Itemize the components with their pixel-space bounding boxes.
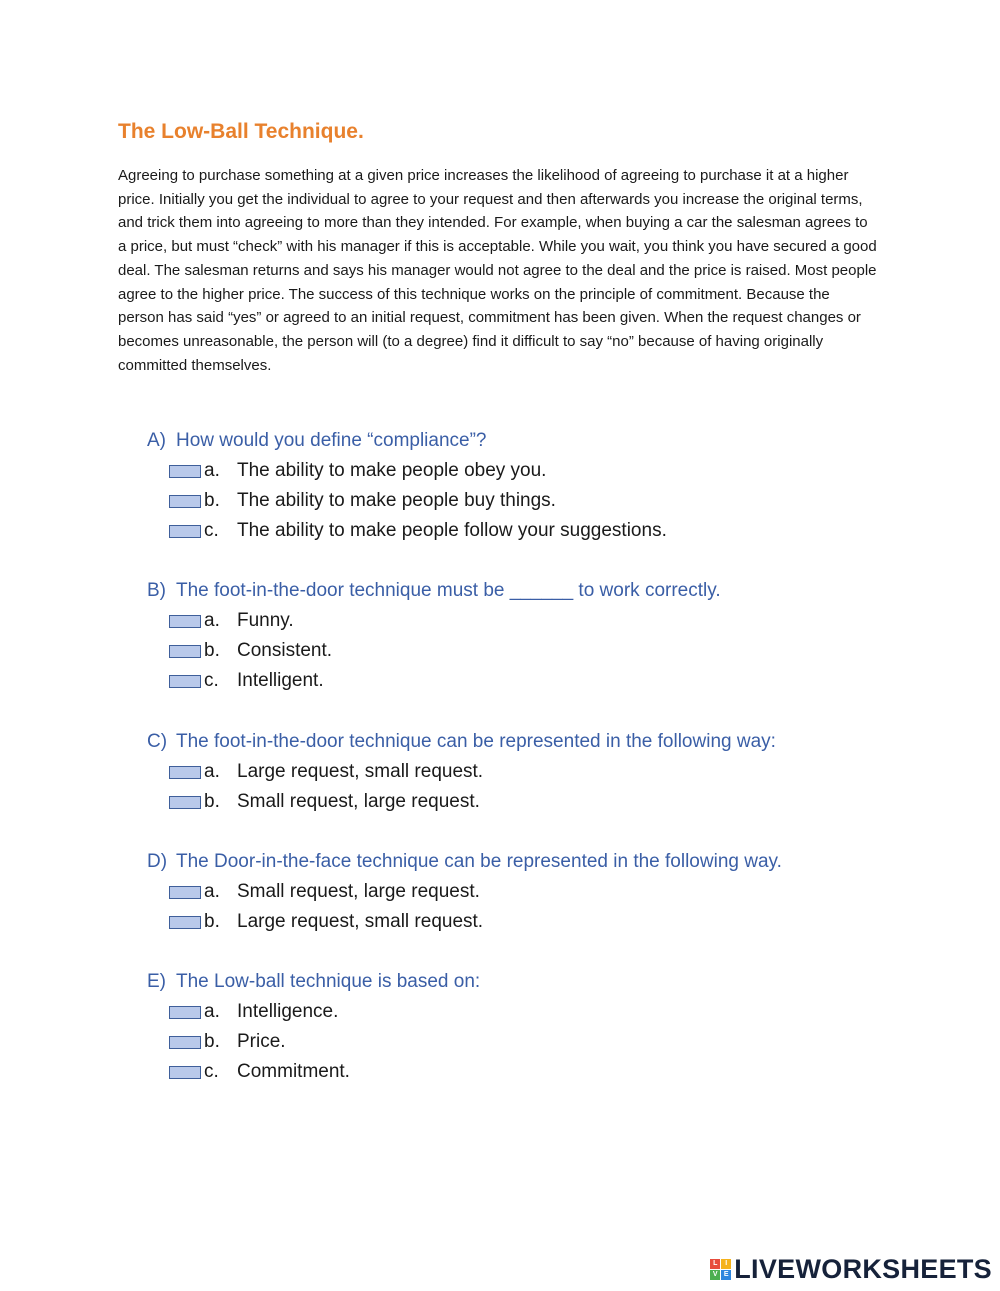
question-b	[147, 576, 907, 696]
option-letter: a.	[204, 761, 220, 782]
option-letter: a.	[204, 610, 220, 631]
option-text: Large request, small request.	[237, 911, 484, 932]
option-b	[147, 907, 907, 937]
option-letter: c.	[204, 520, 219, 541]
question-letter: B)	[147, 580, 166, 601]
question-prompt	[147, 847, 907, 877]
answer-checkbox[interactable]	[169, 1066, 201, 1079]
answer-checkbox[interactable]	[169, 796, 201, 809]
option-c	[147, 1057, 907, 1087]
answer-checkbox[interactable]	[169, 495, 201, 508]
question-letter: E)	[147, 971, 166, 992]
question-a	[147, 426, 907, 546]
question-letter: C)	[147, 731, 168, 752]
answer-checkbox[interactable]	[169, 675, 201, 688]
option-b	[147, 787, 907, 817]
option-text: Commitment.	[237, 1061, 350, 1082]
question-prompt	[147, 727, 907, 757]
option-letter: b.	[204, 1031, 220, 1052]
option-c	[147, 666, 907, 696]
answer-checkbox[interactable]	[169, 916, 201, 929]
option-b	[147, 636, 907, 666]
option-c	[147, 516, 907, 546]
answer-checkbox[interactable]	[169, 525, 201, 538]
answer-checkbox[interactable]	[169, 465, 201, 478]
option-a	[147, 606, 907, 636]
option-letter: a.	[204, 881, 220, 902]
option-text: Consistent.	[237, 640, 333, 661]
option-text: Intelligence.	[237, 1001, 339, 1022]
question-text: The Low-ball technique is based on:	[176, 971, 481, 992]
option-a	[147, 456, 907, 486]
option-text: The ability to make people buy things.	[237, 490, 556, 511]
answer-checkbox[interactable]	[169, 766, 201, 779]
option-text: The ability to make people obey you.	[237, 460, 547, 481]
option-letter: b.	[204, 640, 220, 661]
option-letter: a.	[204, 1001, 220, 1022]
answer-checkbox[interactable]	[169, 615, 201, 628]
logo-letter-l: L	[710, 1259, 720, 1269]
option-a	[147, 877, 907, 907]
question-text: The foot-in-the-door technique can be represented in the following way:	[176, 731, 776, 752]
option-letter: b.	[204, 791, 220, 812]
intro-paragraph: Agreeing to purchase something at a given price increases the likelihood of agreeing to purchase it at a higher price. Initially you get the individual to agree to your request and then afterwards you increase the original terms, and trick them into agreeing to more than they intended. For example, when buying a car the salesman agrees to a price, but must “check” with his manager if this is acceptable. While you wait, you think you have secured a good deal. The salesman returns and says his manager would not agree to the deal and the price is raised. Most people agree to the higher price. The success of this technique works on the principle of commitment. Because the person has said “yes” or agreed to an initial request, commitment has been given. When the request changes or becomes unreasonable, the person will (to a degree) find it difficult to say “no” because of having originally committed themselves.	[118, 167, 877, 374]
option-text: Intelligent.	[237, 670, 324, 691]
option-b	[147, 1027, 907, 1057]
question-letter: A)	[147, 430, 166, 451]
question-prompt	[147, 426, 907, 456]
option-text: Small request, large request.	[237, 881, 480, 902]
question-e	[147, 967, 907, 1087]
option-text: Funny.	[237, 610, 294, 631]
option-text: The ability to make people follow your suggestions.	[237, 520, 667, 541]
logo-letter-v: V	[710, 1270, 720, 1280]
question-text: The foot-in-the-door technique must be ______ to work correctly.	[176, 580, 721, 601]
option-a	[147, 757, 907, 787]
question-letter: D)	[147, 851, 168, 872]
option-letter: c.	[204, 1061, 219, 1082]
option-text: Large request, small request.	[237, 761, 484, 782]
option-letter: a.	[204, 460, 220, 481]
option-letter: b.	[204, 911, 220, 932]
question-c	[147, 727, 907, 817]
answer-checkbox[interactable]	[169, 1006, 201, 1019]
option-text: Small request, large request.	[237, 791, 480, 812]
answer-checkbox[interactable]	[169, 1036, 201, 1049]
option-text: Price.	[237, 1031, 286, 1052]
question-d	[147, 847, 907, 937]
question-prompt	[147, 967, 907, 997]
worksheet-title: The Low-Ball Technique.	[118, 120, 364, 143]
option-a	[147, 997, 907, 1027]
logo-text: LIVEWORKSHEETS	[734, 1254, 992, 1284]
liveworksheets-logo	[710, 1254, 992, 1285]
logo-letter-e: E	[721, 1270, 731, 1280]
logo-icon	[710, 1259, 731, 1280]
option-b	[147, 486, 907, 516]
answer-checkbox[interactable]	[169, 645, 201, 658]
answer-checkbox[interactable]	[169, 886, 201, 899]
question-text: The Door-in-the-face technique can be represented in the following way.	[176, 851, 782, 872]
question-text: How would you define “compliance”?	[176, 430, 487, 451]
logo-letter-i: I	[721, 1259, 731, 1269]
option-letter: c.	[204, 670, 219, 691]
question-prompt	[147, 576, 907, 606]
option-letter: b.	[204, 490, 220, 511]
